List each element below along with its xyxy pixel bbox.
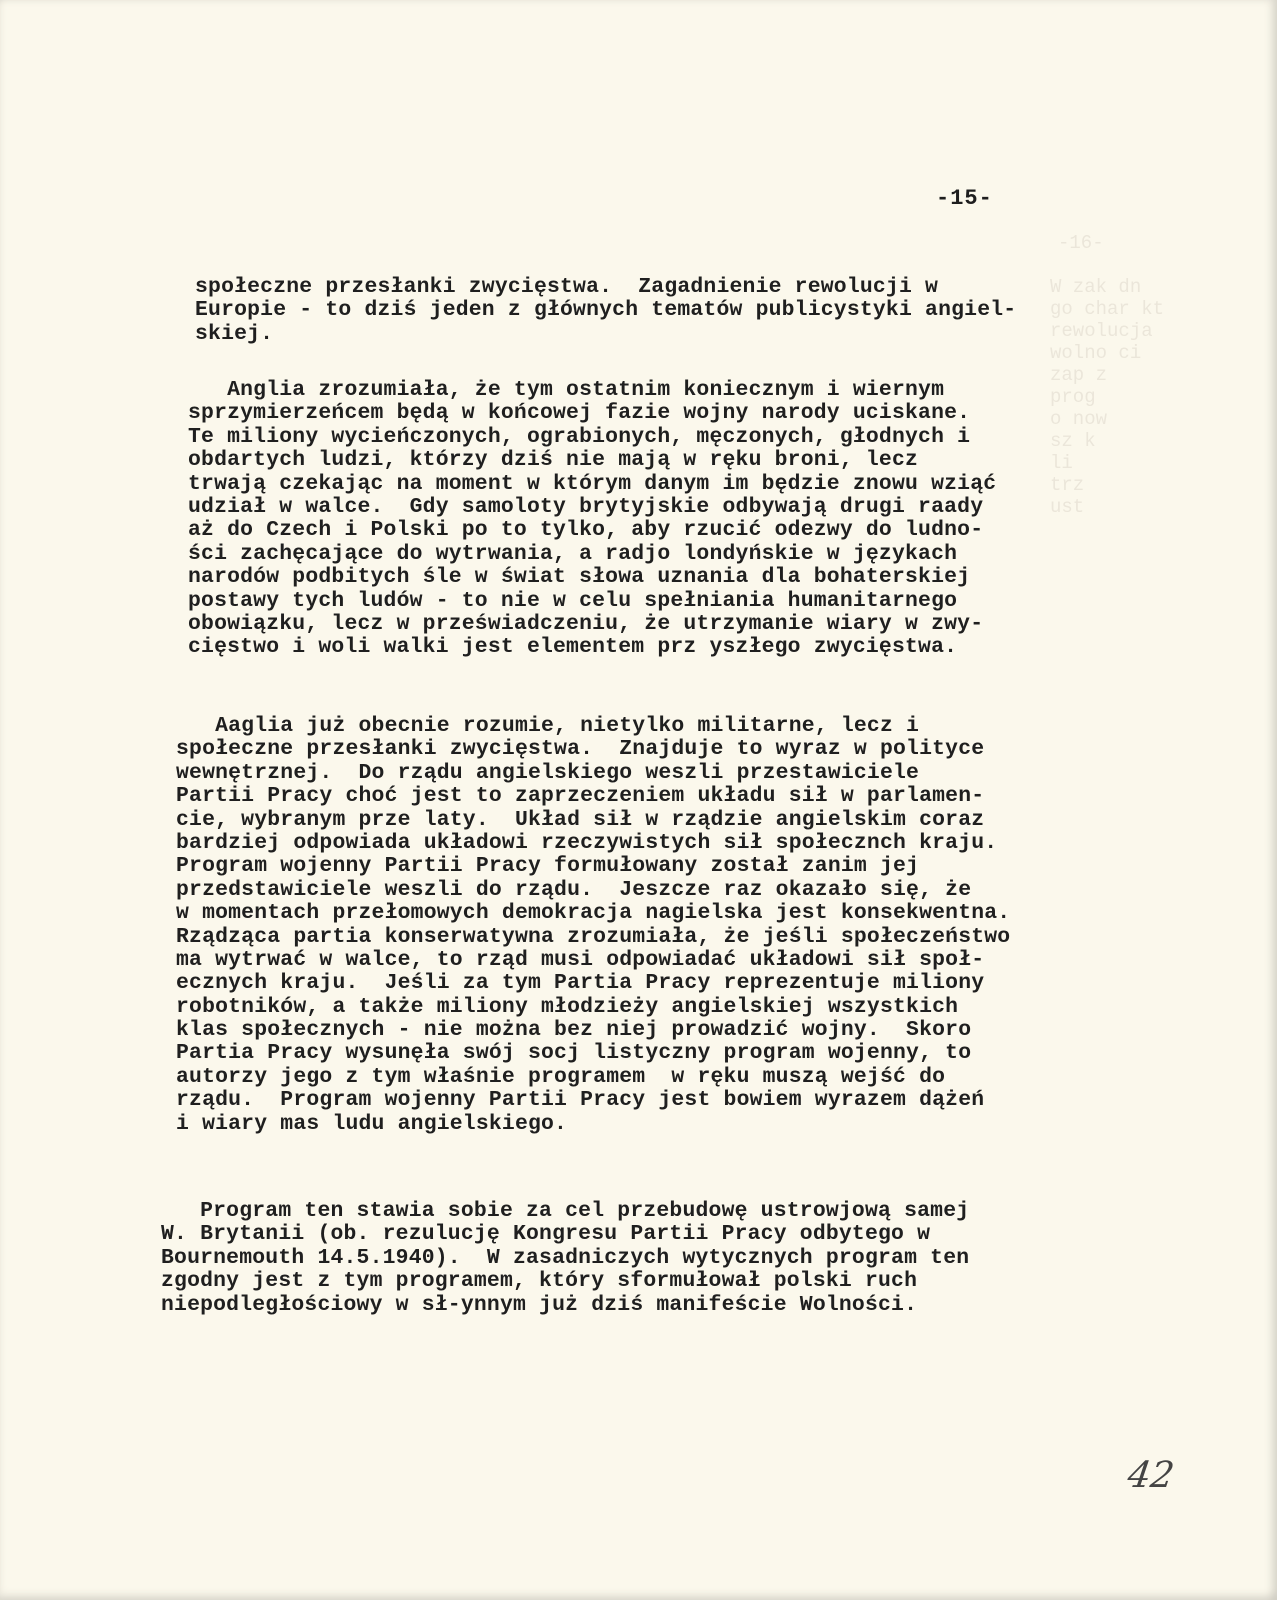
text-line: Rządząca partia konserwatywna zrozumiała, że jeśli społeczeństwo: [176, 924, 1011, 949]
text-line: i wiary mas ludu angielskiego.: [176, 1111, 568, 1136]
text-line: bardziej odpowiada układowi rzeczywistych sił społecznch kraju.: [176, 830, 998, 855]
text-line: klas społecznych - nie można bez niej prowadzić wojny. Skoro: [176, 1018, 972, 1043]
text-line: rządu. Program wojenny Partii Pracy jest bowiem wyrazem dążeń: [176, 1088, 985, 1113]
text-line: ści zachęcające do wytrwania, a radjo londyńskie w językach: [188, 541, 958, 566]
text-line: Bournemouth 14.5.1940). W zasadniczych wytycznych program ten: [161, 1245, 970, 1270]
text-line: Program ten stawia sobie za cel przebudowę ustrowjową samej: [161, 1199, 970, 1223]
text-line: obdartych ludzi, którzy dziś nie mają w ręku broni, lecz: [188, 448, 919, 473]
text-line: niepodległościowy w sł-ynnym już dziś manifeście Wolności.: [161, 1292, 918, 1317]
text-line: społeczne przesłanki zwycięstwa. Znajduje to wyraz w polityce: [176, 737, 985, 762]
text-line: społeczne przesłanki zwycięstwa. Zagadnienie rewolucji w: [195, 275, 939, 299]
text-line: Program wojenny Partii Pracy formułowany został zanim jej: [176, 854, 920, 879]
paragraph-2: [188, 379, 1198, 660]
text-line: Aaglia już obecnie rozumie, nietylko militarne, lecz i: [176, 714, 920, 738]
text-line: cie, wybranym prze laty. Układ sił w rządzie angielskim coraz: [176, 807, 985, 832]
text-line: w momentach przełomowych demokracja nagielska jest konsekwentna.: [176, 901, 1011, 926]
text-line: przedstawiciele weszli do rządu. Jeszcze raz okazało się, że: [176, 877, 972, 902]
text-line: Anglia zrozumiała, że tym ostatnim koniecznym i wiernym: [188, 378, 945, 402]
paragraph-1: [195, 276, 1205, 346]
paragraph-4: [161, 1200, 1171, 1317]
text-line: postawy tych ludów - to nie w celu spełniania humanitarnego: [188, 588, 958, 613]
text-line: aż do Czech i Polski po to tylko, aby rzucić odezwy do ludno-: [188, 518, 984, 543]
text-line: obowiązku, lecz w przeświadczeniu, że utrzymanie wiary w zwy-: [188, 611, 984, 636]
text-line: sprzymierzeńcem będą w końcowej fazie wojny narody uciskane.: [188, 401, 971, 426]
text-line: Partia Pracy wysunęła swój socj listyczny program wojenny, to: [176, 1041, 972, 1066]
text-line: Partii Pracy choć jest to zaprzeczeniem układu sił w parlamen-: [176, 784, 985, 809]
text-line: trwają czekając na moment w którym danym im będzie znowu wziąć: [188, 471, 997, 496]
text-line: udział w walce. Gdy samoloty brytyjskie odbywają drugi raady: [188, 494, 984, 519]
handwritten-folio-number: 42: [1125, 1455, 1177, 1496]
text-line: ma wytrwać w walce, to rząd musi odpowiadać układowi sił społ-: [176, 947, 985, 972]
text-line: W. Brytanii (ob. rezulucję Kongresu Partii Pracy odbytego w: [161, 1222, 931, 1247]
text-line: ecznych kraju. Jeśli za tym Partia Pracy reprezentuje miliony: [176, 971, 985, 996]
text-line: zgodny jest z tym programem, który sformułował polski ruch: [161, 1269, 918, 1294]
text-line: Te miliony wycieńczonych, ograbionych, męczonych, głodnych i: [188, 424, 971, 449]
text-line: robotników, a także miliony młodzieży angielskiej wszystkich: [176, 994, 959, 1019]
text-line: Europie - to dziś jeden z głównych tematów publicystyki angiel-: [195, 298, 1017, 323]
page-number: -15-: [936, 186, 993, 211]
text-line: wewnętrznej. Do rządu angielskiego weszli przestawiciele: [176, 760, 920, 785]
text-line: cięstwo i woli walki jest elementem prz yszłego zwycięstwa.: [188, 635, 958, 660]
bleed-through-text: -16- W zak dn go char kt rewolucja wolno ci zap z prog o now sz k li trz ust: [1050, 232, 1165, 518]
paragraph-3: [176, 715, 1186, 1136]
text-line: skiej.: [195, 321, 274, 346]
text-line: autorzy jego z tym właśnie programem w ręku muszą wejść do: [176, 1064, 946, 1089]
text-line: narodów podbitych śle w świat słowa uznania dla bohaterskiej: [188, 565, 971, 590]
